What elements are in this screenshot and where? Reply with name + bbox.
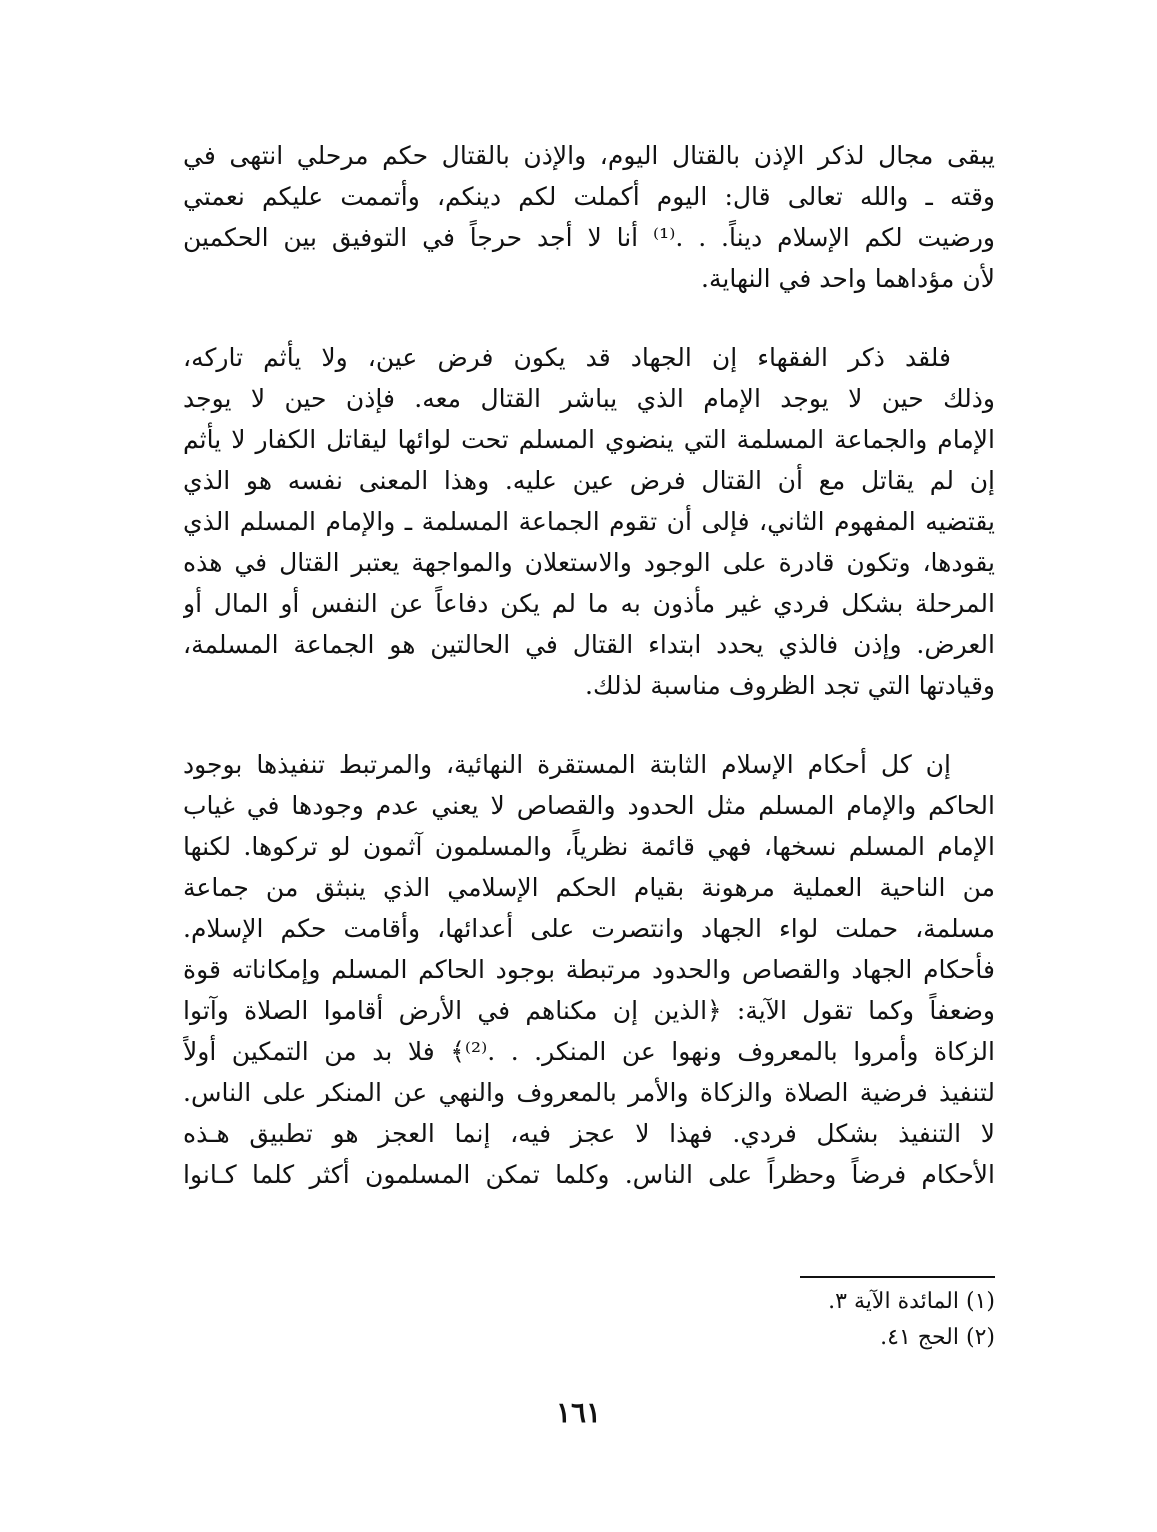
text-line: العرض. وإذن فالذي يحدد ابتداء القتال في الحالتين هو الجماعة المسلمة، — [183, 630, 995, 659]
text-line: وقته ـ والله تعالى قال: اليوم أكملت لكم دينكم، وأتممت عليكم نعمتي — [183, 182, 995, 211]
text-line: يقتضيه المفهوم الثاني، فإلى أن تقوم الجماعة المسلمة ـ والإمام المسلم الذي — [183, 507, 995, 536]
text-line: وذلك حين لا يوجد الإمام الذي يباشر القتال معه. فإذن حين لا يوجد — [183, 384, 995, 413]
text-line: يقودها، وتكون قادرة على الوجود والاستعلان والمواجهة يعتبر القتال في هذه — [183, 548, 995, 577]
text-line: الأحكام فرضاً وحظراً على الناس. وكلما تمكن المسلمون أكثر كلما كـانوا — [183, 1160, 995, 1189]
text-line: مسلمة، حملت لواء الجهاد وانتصرت على أعدائها، وأقامت حكم الإسلام. — [183, 914, 995, 943]
paragraph-spacer — [183, 706, 995, 744]
text-line: إن لم يقاتل مع أن القتال فرض عين عليه. وهذا المعنى نفسه هو الذي — [183, 466, 995, 495]
paragraph-2 — [183, 337, 995, 706]
text-line: الحاكم والإمام المسلم مثل الحدود والقصاص لا يعني عدم وجودها في غياب — [183, 791, 995, 820]
footnote-2: (٢) الحج ٤١. — [880, 1325, 995, 1350]
text-line: من الناحية العملية مرهونة بقيام الحكم الإسلامي الذي ينبثق من جماعة — [183, 873, 995, 902]
footnote-1: (١) المائدة الآية ٣. — [828, 1289, 995, 1314]
text-line: المرحلة بشكل فردي غير مأذون به ما لم يكن دفاعاً عن النفس أو المال أو — [183, 589, 995, 618]
text-line: لأن مؤداهما واحد في النهاية. — [701, 264, 995, 293]
body-text — [183, 135, 995, 1195]
paragraph-spacer — [183, 299, 995, 337]
paragraph-1 — [183, 135, 995, 299]
text-line: وقيادتها التي تجد الظروف مناسبة لذلك. — [585, 671, 995, 700]
page-number: ١٦١ — [555, 1396, 602, 1429]
text-line: فلقد ذكر الفقهاء إن الجهاد قد يكون فرض عين، ولا يأثم تاركه، — [183, 343, 951, 372]
text-line: إن كل أحكام الإسلام الثابتة المستقرة النهائية، والمرتبط تنفيذها بوجود — [183, 750, 951, 779]
paragraph-3 — [183, 744, 995, 1195]
footnote-divider — [800, 1276, 995, 1278]
text-line: يبقى مجال لذكر الإذن بالقتال اليوم، والإذن بالقتال حكم مرحلي انتهى في — [183, 141, 995, 170]
footnotes — [600, 1284, 995, 1356]
text-line: الإمام المسلم نسخها، فهي قائمة نظرياً، والمسلمون آثمون لو تركوها. لكنها — [183, 832, 995, 861]
text-line: الزكاة وأمروا بالمعروف ونهوا عن المنكر. . .⁽²⁾﴾ فلا بد من التمكين أولاً — [183, 1037, 995, 1066]
text-line: فأحكام الجهاد والقصاص والحدود مرتبطة بوجود الحاكم المسلم وإمكاناته قوة — [183, 955, 995, 984]
text-line: ورضيت لكم الإسلام ديناً. . .⁽¹⁾ أنا لا أجد حرجاً في التوفيق بين الحكمين — [183, 223, 995, 252]
text-line: الإمام والجماعة المسلمة التي ينضوي المسلم تحت لوائها ليقاتل الكفار لا يأثم — [183, 425, 995, 454]
text-line: وضعفاً وكما تقول الآية: ﴿الذين إن مكناهم في الأرض أقاموا الصلاة وآتوا — [183, 996, 995, 1025]
text-line: لا التنفيذ بشكل فردي. فهذا لا عجز فيه، إنما العجز هو تطبيق هـذه — [183, 1119, 995, 1148]
text-line: لتنفيذ فرضية الصلاة والزكاة والأمر بالمعروف والنهي عن المنكر على الناس. — [183, 1078, 995, 1107]
